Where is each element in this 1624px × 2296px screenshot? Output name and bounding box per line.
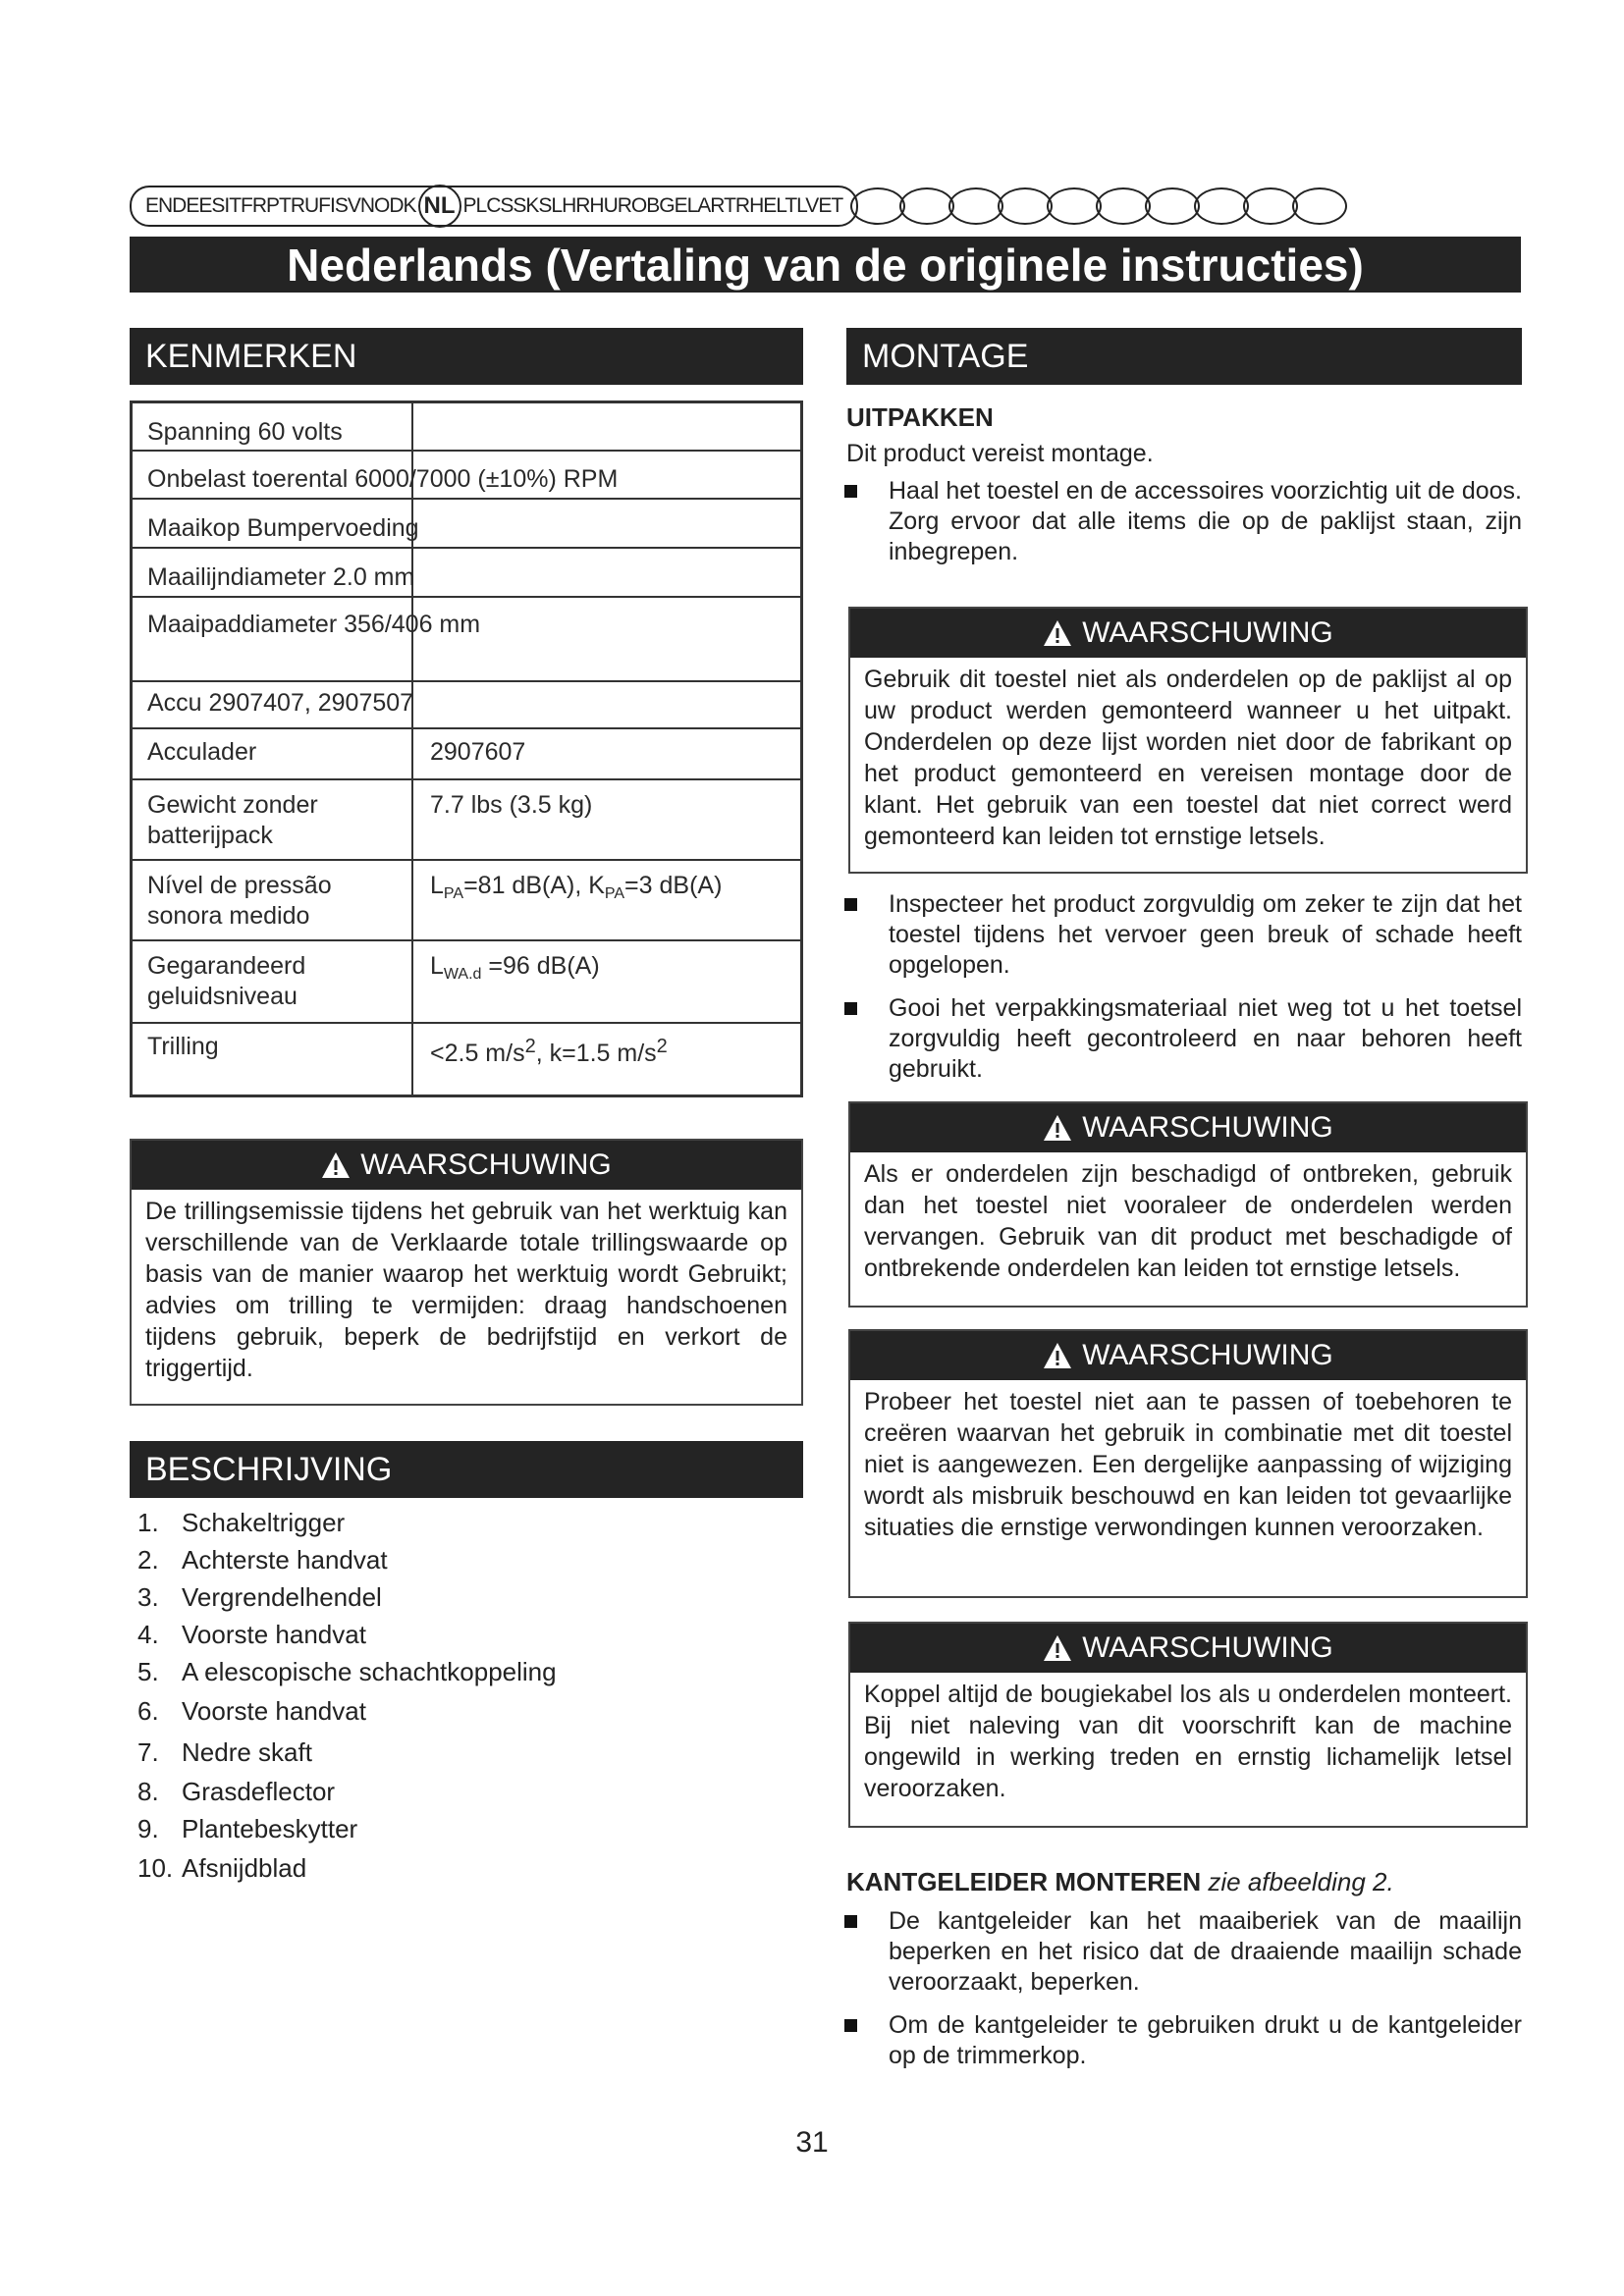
warning-text: Koppel altijd de bougiekabel los als u onderdelen monteert. Bij niet naleving van dit voorschrift kan de machine ongewild in werking treden en ernstig lichamelijk letsel veroorzaken. [864,1681,1512,1802]
unpacking-heading: UITPAKKEN [846,402,994,432]
empty-language-tabs [856,187,1347,225]
spec-label: Acculader [147,738,257,766]
list-item: 8. Grasdeflector [137,1776,336,1806]
list-item: 9. Plantebeskytter [137,1813,358,1843]
warning-header: WAARSCHUWING [850,1331,1526,1380]
bullet-item: Inspecteer het product zorgvuldig om zeker te zijn dat het toestel tijdens het vervoer geen breuk of schade heeft opgelopen. [844,889,1522,981]
spec-value: $L_{PA}=81$ dB(A), $K_{PA}=3$ dB(A) [430,872,723,902]
list-item: 7. Nedre skaft [137,1736,312,1767]
page-number: 31 [795,2126,829,2159]
spec-label: Spanning 60 volts [147,418,343,446]
bullet-item: De kantgeleider kan het maaiberiek van de maailijn beperken en het risico dat de draaiende maailijn schade veroorzaakt, beperken. [844,1906,1522,1998]
spec-label: Maaikop Bumpervoeding [147,514,419,542]
warning-assembly [848,607,1528,874]
warning-vibration [130,1139,803,1406]
figure-reference: zie afbeelding 2. [1208,1867,1394,1896]
bullet-item: Om de kantgeleider te gebruiken drukt u de kantgeleider op de trimmerkop. [844,2010,1522,2071]
spec-value: 7.7 lbs (3.5 kg) [430,791,593,819]
list-item: 4. Voorste handvat [137,1619,366,1649]
spec-value: $L_{WA.d} =96$ dB(A) [430,952,600,983]
warning-triangle-icon [1043,1114,1072,1142]
spec-label: Maailijndiameter 2.0 mm [147,563,415,591]
parts-list [137,1504,557,1889]
warning-header: WAARSCHUWING [850,609,1526,658]
warning-header: WAARSCHUWING [850,1103,1526,1152]
assembly-heading: MONTAGE [846,328,1522,385]
list-item: 10. Afsnijdblad [137,1852,307,1883]
page-title: Nederlands (Vertaling van de originele instructies) [130,237,1521,293]
features-heading: KENMERKEN [130,328,803,385]
language-code-strip [130,186,858,227]
warning-triangle-icon [1043,619,1072,647]
warning-triangle-icon [1043,1634,1072,1662]
spec-label: Gewicht zonder batterijpack [147,791,318,849]
spec-value: <2.5 $m/s^2$, k=1.5 $m/s^2$ [430,1036,668,1067]
spec-label: Nível de pressão sonora medido [147,872,332,930]
warning-triangle-icon [321,1151,351,1179]
warning-spark-plug [848,1622,1528,1828]
language-tabs [130,186,1347,227]
warning-triangle-icon [1043,1342,1072,1369]
description-heading: BESCHRIJVING [130,1441,803,1498]
spec-label: Maaipaddiameter 356/406 mm [147,611,481,638]
list-item: 3. Vergrendelhendel [137,1581,382,1612]
warning-header: WAARSCHUWING [850,1624,1526,1673]
spec-label: Onbelast toerental 6000/7000 (±10%) RPM [147,465,619,493]
unpacking-intro: Dit product vereist montage. [846,440,1154,467]
language-selected: NL [418,185,461,228]
spec-value: 2907607 [430,738,526,766]
list-item: 5. A elescopische schachtkoppeling [137,1656,557,1686]
warning-header: WAARSCHUWING [132,1141,801,1190]
spec-label: Gegarandeerd geluidsniveau [147,952,306,1010]
language-codes-before: ENDEESITFRPTRUFISVNODK [145,194,416,217]
list-item: 6. Voorste handvat [137,1695,366,1726]
spec-table [130,400,803,1097]
warning-text: Probeer het toestel niet aan te passen of toebehoren te creëren waarvan het gebruik in combinatie met dit toestel niet is aangewezen. Een dergelijke aanpassing of wijziging wordt als misbruik beschouwd en kan leiden tot gevaarlijke situaties die ernstige verwondingen kunnen veroorzaken. [864,1388,1512,1541]
spec-label: Accu 2907407, 2907507 [147,689,414,717]
list-item: 1. Schakeltrigger [137,1507,346,1537]
list-item: 2. Achterste handvat [137,1544,388,1575]
spec-label: Trilling [147,1033,219,1060]
language-codes-after: PLCSSKSLHRHUROBGELARTRHELTLVET [462,194,843,217]
warning-text: Gebruik dit toestel niet als onderdelen op de paklijst al op uw product werden gemonteerd wanneer u het uitpakt. Onderdelen op deze lijst worden niet door de fabrikant op het product gemonteerd en vereisen montage door de klant. Het gebruik van een toestel dat niet correct werd gemonteerd kan leiden tot ernstige letsels. [864,666,1512,850]
warning-text: Als er onderdelen zijn beschadigd of ontbreken, gebruik dan het toestel niet vooraleer de onderdelen werden vervangen. Gebruik van dit product met beschadigde of ontbrekende onderdelen kan leiden tot ernstige letsels. [864,1160,1512,1282]
warning-modification [848,1329,1528,1598]
bullet-item: Gooi het verpakkingsmateriaal niet weg tot u het toetsel zorgvuldig heeft gecontroleerd en naar behoren heeft gebruikt. [844,993,1522,1085]
warning-text: De trillingsemissie tijdens het gebruik van het werktuig kan verschillende van de Verklaarde totale trillingswaarde op basis van de manier waarop het werktuig wordt Gebruikt; advies om trilling te vermijden: draag handschoenen tijdens gebruik, beperk de bedrijfstijd en verkort de triggertijd. [145,1198,787,1382]
edge-guide-heading: KANTGELEIDER MONTEREN zie afbeelding 2. [846,1867,1394,1896]
warning-damaged-parts [848,1101,1528,1308]
bullet-item: Haal het toestel en de accessoires voorzichtig uit de doos. Zorg ervoor dat alle items die op de paklijst staan, zijn inbegrepen. [844,476,1522,567]
